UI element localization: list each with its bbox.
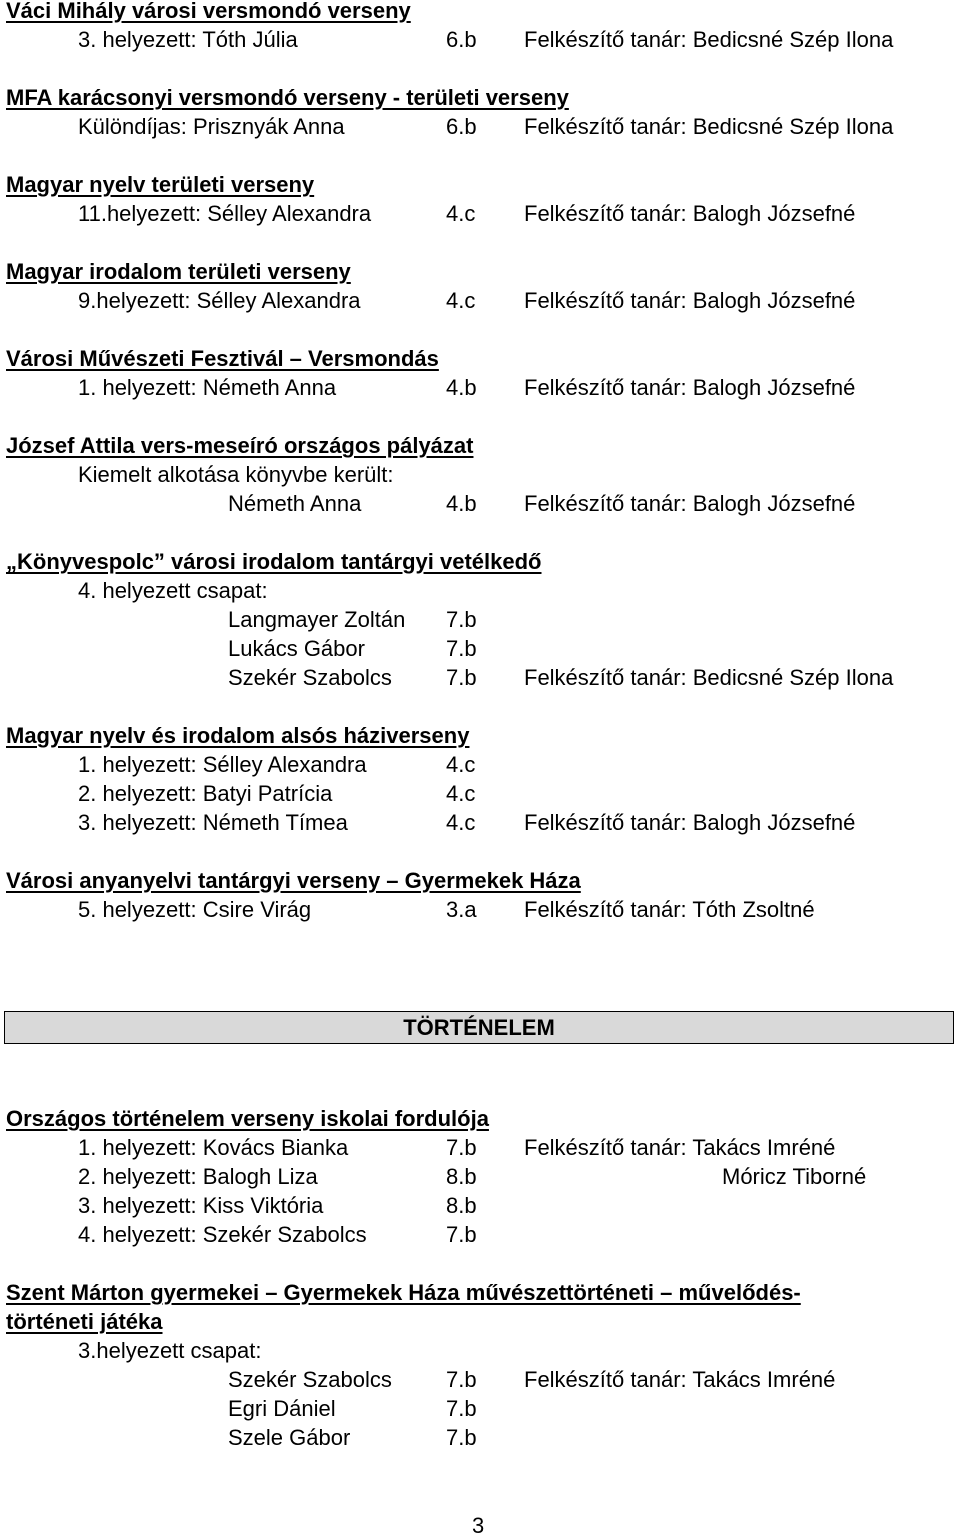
page-number: 3 xyxy=(472,1513,485,1538)
section-title-continued: történeti játéka xyxy=(6,1309,163,1334)
section-title: Városi Művészeti Fesztivál – Versmondás xyxy=(6,346,439,371)
result-teacher: Felkészítő tanár: Takács Imréné xyxy=(524,1367,836,1392)
result-place: 2. helyezett: Balogh Liza xyxy=(78,1164,318,1189)
result-class: 7.b xyxy=(446,1222,477,1247)
result-place: 4. helyezett: Szekér Szabolcs xyxy=(78,1222,367,1247)
section-title: Városi anyanyelvi tantárgyi verseny – Gyermekek Háza xyxy=(6,868,581,893)
team-member-name: Lukács Gábor xyxy=(228,636,365,661)
section-subtitle: 4. helyezett csapat: xyxy=(78,578,268,603)
section-title: Magyar nyelv területi verseny xyxy=(6,172,315,197)
result-class: 7.b xyxy=(446,665,477,690)
result-teacher: Felkészítő tanár: Balogh Józsefné xyxy=(524,288,856,313)
result-class: 8.b xyxy=(446,1164,477,1189)
result-place: 3. helyezett: Kiss Viktória xyxy=(78,1193,324,1218)
section-title: Magyar nyelv és irodalom alsós háziverseny xyxy=(6,723,470,748)
result-place: 5. helyezett: Csire Virág xyxy=(78,897,312,922)
result-place: 1. helyezett: Németh Anna xyxy=(78,375,337,400)
result-class: 4.c xyxy=(446,781,476,806)
section-title: József Attila vers-meseíró országos pályázat xyxy=(6,433,474,458)
result-class: 6.b xyxy=(446,27,477,52)
result-class: 4.c xyxy=(446,201,476,226)
result-place: 9.helyezett: Sélley Alexandra xyxy=(78,288,361,313)
team-member-name: Szekér Szabolcs xyxy=(228,665,392,690)
team-member-name: Langmayer Zoltán xyxy=(228,607,406,632)
result-class: 7.b xyxy=(446,1135,477,1160)
section-title: MFA karácsonyi versmondó verseny - területi verseny xyxy=(6,85,569,110)
section-subtitle: 3.helyezett csapat: xyxy=(78,1338,262,1363)
result-place: 3. helyezett: Tóth Júlia xyxy=(78,27,298,52)
result-teacher: Felkészítő tanár: Balogh Józsefné xyxy=(524,375,856,400)
section-title: Országos történelem verseny iskolai fordulója xyxy=(6,1106,489,1131)
team-member-name: Szele Gábor xyxy=(228,1425,351,1450)
result-teacher: Felkészítő tanár: Balogh Józsefné xyxy=(524,201,856,226)
team-member-name: Szekér Szabolcs xyxy=(228,1367,392,1392)
result-place: 2. helyezett: Batyi Patrícia xyxy=(78,781,333,806)
result-place: Különdíjas: Prisznyák Anna xyxy=(78,114,345,139)
result-class: 7.b xyxy=(446,636,477,661)
result-class: 4.b xyxy=(446,375,477,400)
result-class: 7.b xyxy=(446,1396,477,1421)
result-teacher: Felkészítő tanár: Tóth Zsoltné xyxy=(524,897,815,922)
result-class: 6.b xyxy=(446,114,477,139)
result-teacher: Felkészítő tanár: Balogh Józsefné xyxy=(524,491,856,516)
result-place: 1. helyezett: Sélley Alexandra xyxy=(78,752,367,777)
result-teacher: Felkészítő tanár: Takács Imréné xyxy=(524,1135,836,1160)
result-class: 4.b xyxy=(446,491,477,516)
result-teacher: Móricz Tiborné xyxy=(722,1164,867,1189)
result-class: 7.b xyxy=(446,1367,477,1392)
result-class: 7.b xyxy=(446,607,477,632)
result-name: Németh Anna xyxy=(228,491,362,516)
section-title: Váci Mihály városi versmondó verseny xyxy=(6,0,411,23)
result-teacher: Felkészítő tanár: Bedicsné Szép Ilona xyxy=(524,665,894,690)
section-title: Magyar irodalom területi verseny xyxy=(6,259,351,284)
result-place: 3. helyezett: Németh Tímea xyxy=(78,810,348,835)
result-teacher: Felkészítő tanár: Balogh Józsefné xyxy=(524,810,856,835)
banner-title: TÖRTÉNELEM xyxy=(403,1015,555,1040)
result-class: 4.c xyxy=(446,752,476,777)
result-teacher: Felkészítő tanár: Bedicsné Szép Ilona xyxy=(524,27,894,52)
section-subtitle: Kiemelt alkotása könyvbe került: xyxy=(78,462,394,487)
section-banner xyxy=(4,1011,954,1044)
result-class: 3.a xyxy=(446,897,477,922)
section-title: „Könyvespolc” városi irodalom tantárgyi vetélkedő xyxy=(6,549,542,574)
result-class: 4.c xyxy=(446,810,476,835)
result-class: 8.b xyxy=(446,1193,477,1218)
section-title: Szent Márton gyermekei – Gyermekek Háza művészettörténeti – művelődés- xyxy=(6,1280,801,1305)
result-place: 11.helyezett: Sélley Alexandra xyxy=(78,201,372,226)
result-teacher: Felkészítő tanár: Bedicsné Szép Ilona xyxy=(524,114,894,139)
result-place: 1. helyezett: Kovács Bianka xyxy=(78,1135,349,1160)
team-member-name: Egri Dániel xyxy=(228,1396,336,1421)
result-class: 4.c xyxy=(446,288,476,313)
result-class: 7.b xyxy=(446,1425,477,1450)
